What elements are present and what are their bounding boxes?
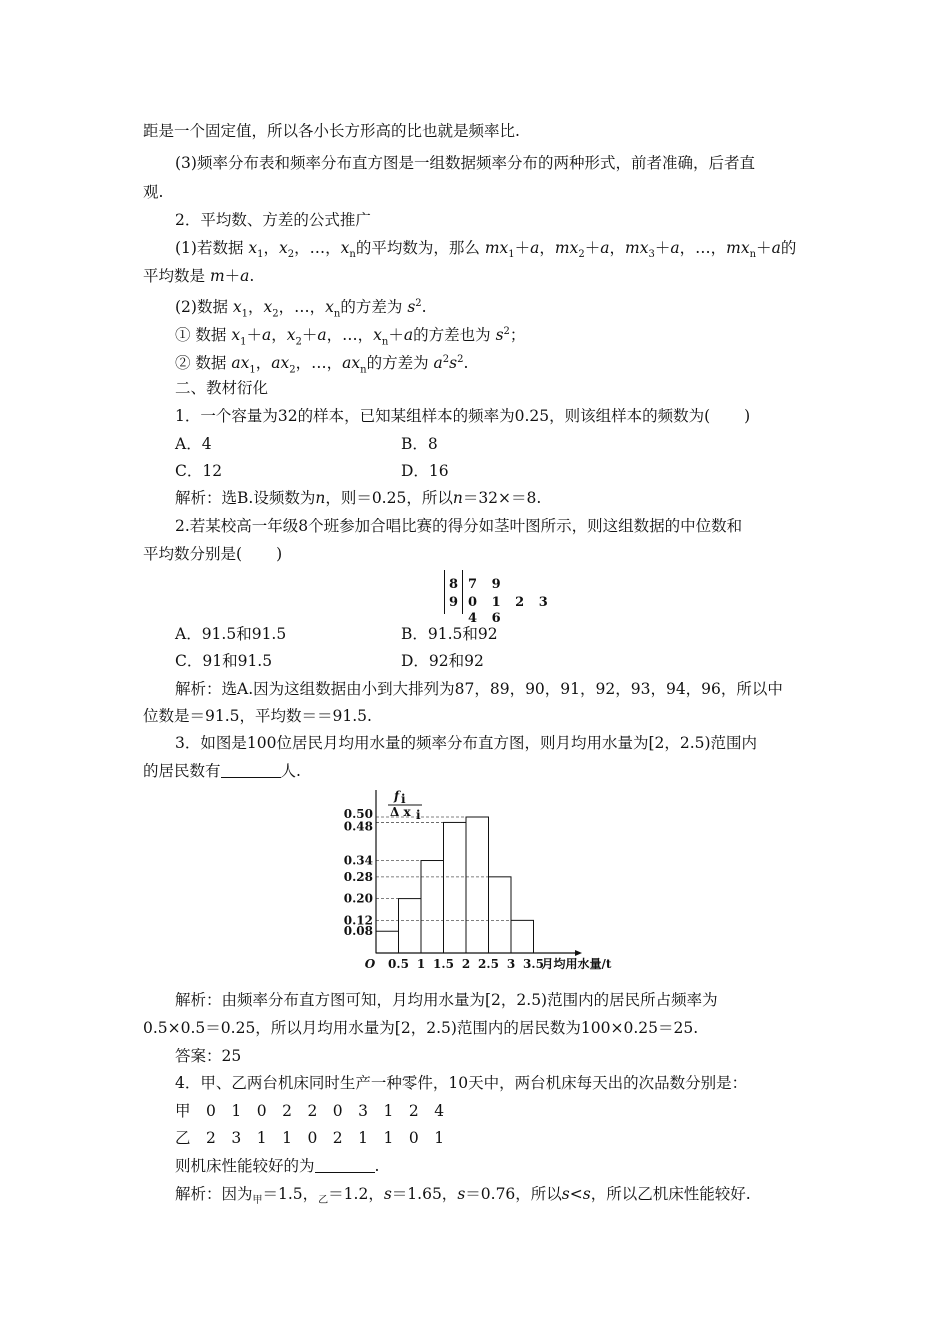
y-tick-label: 0.50 (343, 807, 373, 821)
frequency-histogram (340, 786, 670, 986)
y-label-numerator-sub: i (401, 792, 406, 806)
stem: 8 (449, 577, 459, 592)
formula-line: 平均数是 m＋a. (143, 267, 255, 285)
histogram-bar (444, 822, 467, 953)
solution-2-cont: 位数是＝91.5，平均数＝＝91.5. (143, 707, 372, 725)
x-tick-label: 3.5 (523, 957, 544, 971)
histogram-bar (421, 861, 444, 953)
option-c: C．12 (175, 462, 223, 480)
option-c: C．91和91.5 (175, 652, 273, 670)
stem-divider (462, 570, 463, 614)
option-a: A．4 (175, 435, 212, 453)
answer-blank (221, 763, 281, 778)
stem-leaf-plot (440, 570, 560, 626)
y-label-denominator: Δ x (390, 805, 411, 819)
formula-line: (1)若数据 $x_1$，$x_2$，…，$x_n$的平均数为，那么 $mx_1+a$，$mx_2+a$，$mx_3+a$，…，$mx_n+a$的 (175, 239, 797, 261)
solution-2: 解析：选A.因为这组数据由小到大排列为87，89，90，91，92，93，94，96，所以中 (175, 680, 783, 698)
x-tick-label: 2 (461, 957, 471, 971)
solution-4: 解析：因为$_甲$＝1.5，$_乙$＝1.2，s＝1.65，s＝0.76，所以s<s，所以乙机床性能较好. (175, 1185, 751, 1207)
question-1: 1．一个容量为32的样本，已知某组样本的频率为0.25，则该组样本的频数为( ) (175, 407, 751, 425)
y-tick-label: 0.48 (343, 819, 373, 834)
stem-border (444, 570, 445, 614)
solution-1: 解析：选B.设频数为n，则＝0.25，所以n＝32×＝8. (175, 489, 542, 507)
question-4: 4．甲、乙两台机床同时生产一种零件，10天中，两台机床每天出的次品数分别是： (175, 1074, 748, 1092)
option-a: A．91.5和91.5 (175, 625, 287, 643)
y-label-numerator: f (394, 789, 400, 803)
option-b: B．8 (401, 435, 438, 453)
x-tick-label: 1.5 (433, 957, 454, 971)
answer-blank (315, 1158, 375, 1173)
option-b: B．91.5和92 (401, 625, 498, 643)
y-tick-label: 0.08 (343, 924, 373, 939)
x-axis-arrow (575, 950, 582, 956)
leaves: 7 9 (468, 577, 506, 592)
origin-label: O (364, 957, 376, 971)
option-d: D．92和92 (401, 652, 484, 670)
question-2: 2.若某校高一年级8个班参加合唱比赛的得分如茎叶图所示，则这组数据的中位数和 (175, 517, 743, 535)
x-tick-label: 1 (416, 957, 426, 971)
formula-line: ① 数据 $x_1+a$，$x_2+a$，…，$x_n+a$的方差也为 $s^2$； (175, 326, 526, 348)
question-3: 3．如图是100位居民月均用水量的频率分布直方图，则月均用水量为[2，2.5)范围内 (175, 734, 758, 752)
histogram-bar (511, 920, 534, 953)
section-heading: 二、教材衍化 (175, 379, 269, 397)
y-tick-label: 0.12 (343, 913, 373, 928)
histogram-bar (399, 899, 422, 953)
y-tick-label: 0.20 (343, 891, 373, 906)
data-row-jia: 甲 0 1 0 2 2 0 3 1 2 4 (175, 1102, 445, 1120)
y-label-denominator-sub: i (416, 808, 421, 822)
answer-3: 答案：25 (175, 1047, 242, 1065)
histogram-bar (376, 931, 399, 953)
question-3-cont: 的居民数有 人. (143, 762, 301, 780)
y-tick-label: 0.28 (343, 869, 373, 884)
y-tick-label: 0.34 (343, 853, 373, 868)
x-axis-label: 月均用水量/t (541, 957, 612, 971)
question-4-cont: 则机床性能较好的为 . (175, 1157, 380, 1175)
question-2-cont: 平均数分别是( ) (143, 545, 283, 563)
text-line: 观. (143, 183, 164, 201)
histogram-bar (466, 817, 489, 953)
data-row-yi: 乙 2 3 1 1 0 2 1 1 0 1 (175, 1129, 445, 1147)
solution-3: 解析：由频率分布直方图可知，月均用水量为[2，2.5)范围内的居民所占频率为 (175, 991, 718, 1009)
x-tick-label: 3 (506, 957, 516, 971)
leaves: 0 1 2 3 4 6 (468, 595, 553, 626)
section-heading: 2．平均数、方差的公式推广 (175, 211, 371, 229)
x-tick-label: 2.5 (478, 957, 499, 971)
x-tick-label: 0.5 (388, 957, 409, 971)
text-line: 距是一个固定值，所以各小长方形高的比也就是频率比. (143, 122, 520, 140)
stem: 9 (449, 595, 459, 610)
text-line: (3)频率分布表和频率分布直方图是一组数据频率分布的两种形式，前者准确，后者直 (175, 154, 755, 172)
option-d: D．16 (401, 462, 449, 480)
solution-3-cont: 0.5×0.5＝0.25，所以月均用水量为[2，2.5)范围内的居民数为100×0.25＝25. (143, 1019, 699, 1037)
formula-line: ② 数据 $ax_1$，$ax_2$，…，$ax_n$的方差为 $a^2s^2$. (175, 354, 469, 376)
formula-line: (2)数据 $x_1$，$x_2$，…，$x_n$的方差为 $s^2$. (175, 298, 427, 320)
histogram-bar (489, 877, 512, 953)
